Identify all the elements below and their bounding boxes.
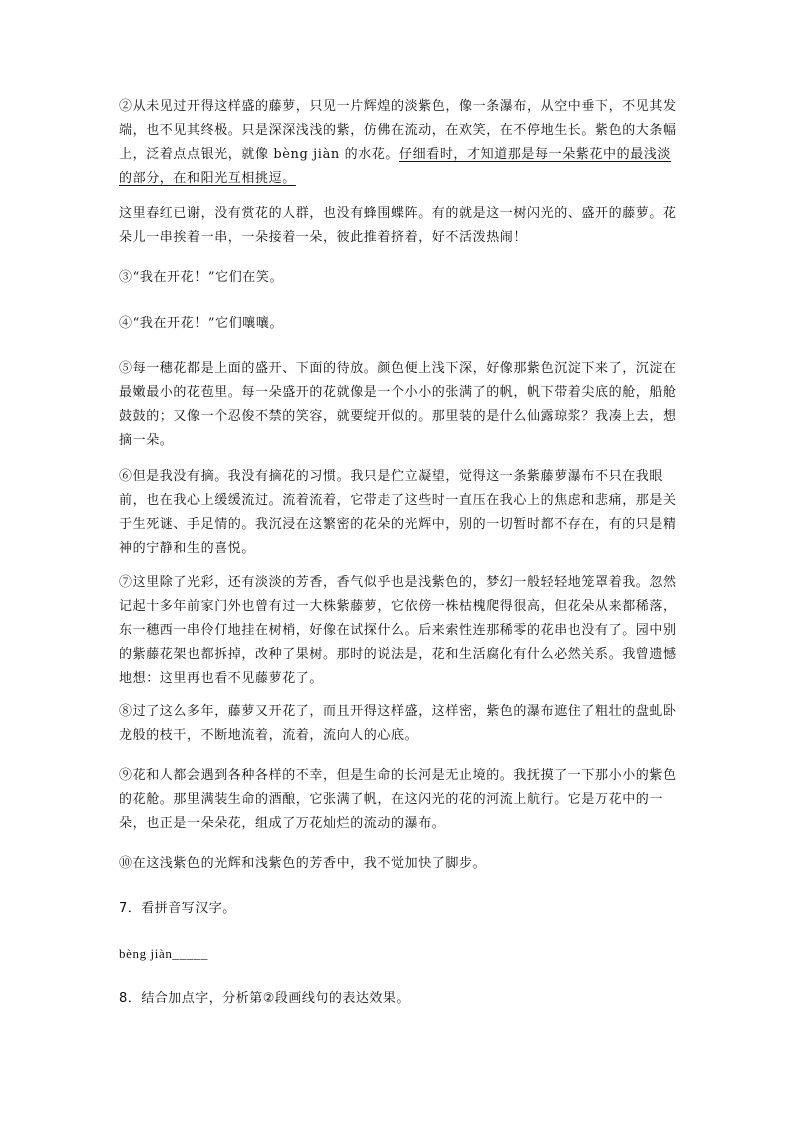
paragraph-2-text: ②从未见过开得这样盛的藤萝，只见一片辉煌的淡紫色，像一条瀑布，从空中垂下，不见其发端，也不见其终极。只是深深浅浅的紫，仿佛在流动，在欢笑，在不停地生长。紫色的大条幅上，泛着点点银光，就像 bèng jiàn 的水花。 (119, 99, 677, 162)
paragraph-7 (119, 571, 679, 691)
paragraph-10 (119, 852, 679, 876)
paragraph-8 (119, 700, 679, 748)
paragraph-3 (119, 266, 679, 290)
paragraph-3-text: ③“我在开花！”它们在笑。 (119, 270, 284, 285)
question-8-text: 8．结合加点字，分析第②段画线句的表达效果。 (119, 991, 410, 1006)
question-7-answer (119, 942, 679, 966)
underlined-sentence: 仔细看时，才知道那是每一朵紫花中的最浅淡的部分，在和阳光互相挑逗。 (119, 147, 672, 186)
paragraph-2b-text: 这里春红已谢，没有赏花的人群，也没有蜂围蝶阵。有的就是这一树闪光的、盛开的藤萝。花朵儿一串挨着一串，一朵接着一朵，彼此推着挤着，好不活泼热闹！ (119, 206, 677, 245)
paragraph-10-text: ⑩在这浅紫色的光辉和浅紫色的芳香中，我不觉加快了脚步。 (119, 856, 487, 871)
paragraph-6-text: ⑥但是我没有摘。我没有摘花的习惯。我只是伫立凝望，觉得这一条紫藤萝瀑布不只在我眼前，也在我心上缓缓流过。流着流着，它带走了这些时一直压在我心上的焦虑和悲痛，那是关于生死谜、手足情的。我沉浸在这繁密的花朵的光辉中，别的一切暂时都不存在，有的只是精神的宁静和生的喜悦。 (119, 469, 677, 556)
paragraph-7-text: ⑦这里除了光彩，还有淡淡的芳香，香气似乎也是浅紫色的，梦幻一般轻轻地笼罩着我。忽然记起十多年前家门外也曾有过一大株紫藤萝，它依傍一株枯槐爬得很高，但花朵从来都稀落，东一穗西一串伶仃地挂在树梢，好像在试探什么。后来索性连那稀零的花串也没有了。园中别的紫藤花架也都拆掉，改种了果树。那时的说法是，花和生活腐化有什么必然关系。我曾遗憾地想：这里再也看不见藤萝花了。 (119, 575, 677, 686)
paragraph-4 (119, 312, 679, 336)
question-7-pinyin: bèng jiàn_____ (119, 946, 208, 961)
paragraph-8-text: ⑧过了这么多年，藤萝又开花了，而且开得这样盛，这样密，紫色的瀑布遮住了粗壮的盘虬卧龙般的枝干，不断地流着，流着，流向人的心底。 (119, 704, 677, 743)
paragraph-4-text: ④“我在开花！”它们嚷嚷。 (119, 316, 284, 331)
question-8 (119, 987, 679, 1011)
paragraph-6 (119, 465, 679, 561)
question-7 (119, 897, 679, 921)
paragraph-9 (119, 764, 679, 836)
paragraph-9-text: ⑨花和人都会遇到各种各样的不幸，但是生命的长河是无止境的。我抚摸了一下那小小的紫色的花舱。那里满装生命的酒酿，它张满了帆，在这闪光的花的河流上航行。它是万花中的一朵，也正是一朵朵花，组成了万花灿烂的流动的瀑布。 (119, 768, 677, 831)
question-7-text: 7．看拼音写汉字。 (119, 901, 236, 916)
paragraph-2b (119, 202, 679, 250)
paragraph-5 (119, 357, 679, 453)
paragraph-5-text: ⑤每一穗花都是上面的盛开、下面的待放。颜色便上浅下深，好像那紫色沉淀下来了，沉淀在最嫩最小的花苞里。每一朵盛开的花就像是一个小小的张满了的帆，帆下带着尖底的舱，船舱鼓鼓的；又像一个忍俊不禁的笑容，就要绽开似的。那里装的是什么仙露琼浆？我凑上去，想摘一朵。 (119, 361, 677, 448)
paragraph-2 (119, 95, 679, 191)
